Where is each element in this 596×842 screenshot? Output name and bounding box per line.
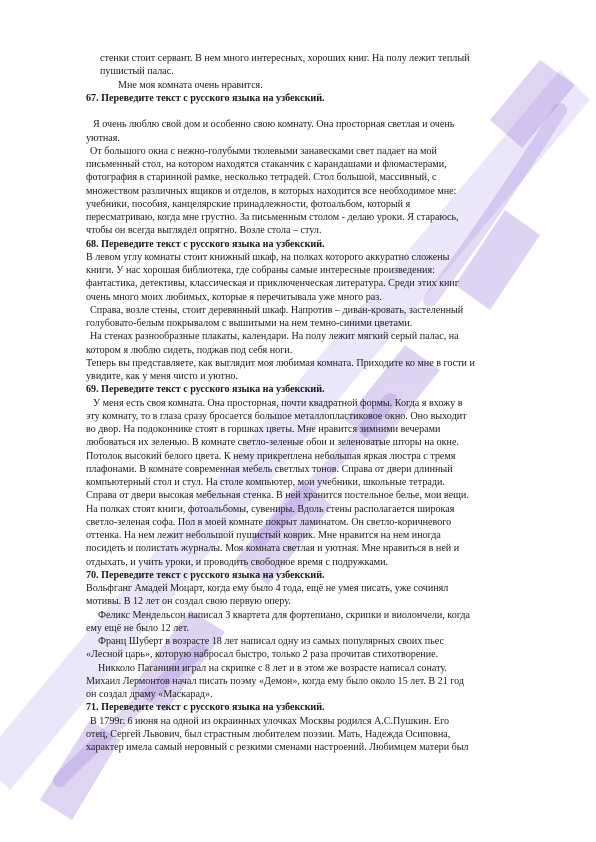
text-line: отдыхать, и учить уроки, и проводить свободное время с подружками. [86,556,389,568]
text-line: Теперь вы представляете, как выглядит моя любимая комната. Приходите ко мне в гости и [86,357,475,369]
text-line: письменный стол, на котором находятся стаканчик с карандашами и фломастерами, [86,159,447,170]
text-line: Справа, возле стены, стоит деревянный шкаф. Напротив – диван-кровать, застеленный [90,304,464,316]
text-line: светло-зеленая софа. Пол в моей комнате покрыт ламинатом. Он светло-коричневого [86,516,452,528]
text-line: пушистый палас. [100,66,174,78]
text-line: На полках стоят книги, фотоальбомы, сувениры. Вдоль стены располагается широкая [86,503,455,515]
text-line: пересматриваю, когда мне грустно. За письменным столом - делаю уроки. Я стараюсь, [86,212,459,223]
text-line: фотография в старинной рамке, несколько тетрадей. Стол большой, массивный, с [86,172,437,184]
section-heading: 69. Переведите текст с русского языка на узбекский. [86,384,325,396]
text-line: он создал драму «Маскарад». [86,689,213,700]
text-line: У меня есть своя комната. Она просторная, почти квадратной формы. Когда я вхожу в [93,397,463,409]
text-line: голубовато-белым покрывалом с вышитыми на нем темно-синими цветами. [86,318,413,329]
text-line: оттенка. На нем лежит небольшой пушистый коврик. Мне нравится на нем иногда [86,530,441,541]
text-line: уютная. [86,132,120,144]
text-line: отец, Сергей Львович, был страстным любителем поэзии. Мать, Надежда Осиповна, [86,728,451,740]
text-line: От большого окна с нежно-голубыми тюлевыми занавесками свет падает на мой [90,145,437,157]
text-line: увидите, как у меня чисто и уютно. [86,371,238,382]
text-line: чтобы он всегда выглядел опрятно. Возле стола – стул. [86,225,322,237]
section-heading: 70. Переведите текст с русского языка на узбекский. [86,569,325,581]
text-line: книги. У нас хорошая библиотека, где собраны самые интересные произведения: [86,265,435,276]
text-line: фантастика, детективы, классическая и приключенческая литература. Среди этих книг [86,278,459,290]
text-line: Феликс Мендельсон написал 3 квартета для фортепиано, скрипки и виолончели, когда [98,609,470,621]
text-line: очень много моих любимых, которые я перечитывала уже много раз. [86,291,382,303]
text-line: На стенах разнообразные плакаты, календари. На полу лежит мягкий серый палас, на [90,331,459,343]
body-text [86,52,526,754]
text-line: плафонами. В комнате современная мебель светлых тонов. Справа от двери длинный [86,463,453,475]
text-line: Я очень люблю свой дом и особенно свою комнату. Она просторная светлая и очень [93,119,455,131]
text-line: учебники, пособия, канцелярские принадлежности, фотоальбом, который я [86,198,411,210]
text-line: мотивы. В 12 лет он создал свою первую оперу. [86,596,291,608]
text-line [86,105,526,118]
text-line: ему ещё не было 12 лет. [86,622,189,634]
text-line: множеством различных ящиков и отделов, в которых находится все необходимое мне: [86,185,457,197]
text-line: В левом углу комнаты стоит книжный шкаф, на полках которого аккуратно сложены [86,251,450,263]
text-line: посидеть и полистать журналы. Моя комната светлая и уютная. Мне нравиться в ней и [86,543,460,555]
text-line: Мне моя комната очень нравится. [118,79,263,91]
text-line: Михаил Лермонтов начал писать поэму «Демон», когда ему было около 15 лет. В 21 год [86,675,465,687]
text-line: Никколо Паганини играл на скрипке с 8 лет и в этом же возрасте написал сонату. [98,662,447,674]
text-line: В 1799г. 6 июня на одной из окраинных улочках Москвы родился А.С.Пушкин. Его [90,715,450,727]
text-line: Потолок высокий белого цвета. К нему прикреплена небольшая яркая люстра с тремя [86,450,456,462]
text-line: эту комнату, то в глаза сразу бросается большое металлопластиковое окно. Оно выходит [86,410,467,422]
section-heading: 68. Переведите текст с русского языка на узбекский. [86,238,325,250]
text-line: во двор. На подоконнике стоят в горшках цветы. Мне нравится зимними вечерами [86,424,441,435]
section-heading: 67. Переведите текст с русского языка на узбекский. [86,92,325,104]
text-line: стенки стоит сервант. В нем много интересных, хороших книг. На полу лежит теплый [100,53,470,64]
text-line: Франц Шуберт в возрасте 18 лет написал одну из самых популярных своих пьес [98,636,444,647]
text-line: компьютерный стол и стул. На столе компьютер, мои учебники, школьные тетради. [86,477,445,488]
text-line: «Лесной царь», которую набросал быстро, только 2 раза прочитав стихотворение. [86,649,439,661]
text-line: Вольфганг Амадей Моцарт, когда ему было 4 года, ещё не умея писать, уже сочинял [86,583,449,594]
text-line: котором я люблю сидеть, поджав под себя ноги. [86,344,293,356]
section-heading: 71. Переведите текст с русского языка на узбекский. [86,702,325,714]
text-line: характер имела самый неровный с резкими сменами настроений. Любимцем матери был [86,742,469,753]
text-line: любоваться их зеленью. В комнате светло-зеленые обои и зеленоватые шторы на окне. [86,437,459,449]
text-line: Справа от двери высокая мебельная стенка. В ней хранится постельное белье, мои вещи. [86,490,469,502]
